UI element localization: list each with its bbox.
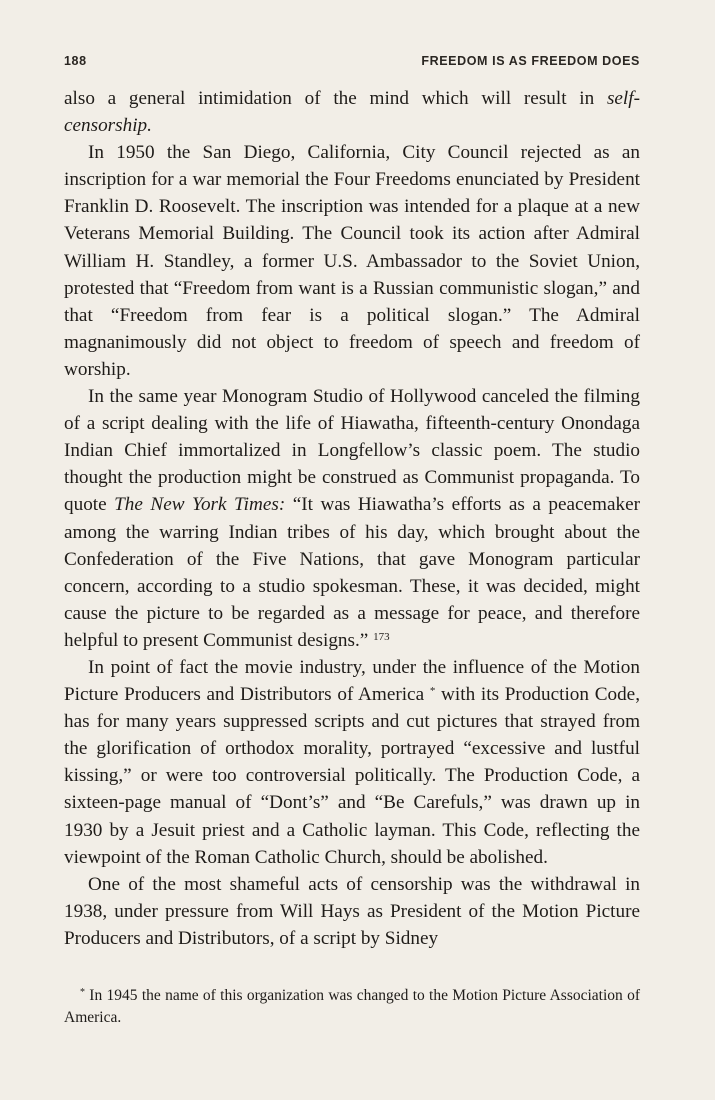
footnote-marker: * (429, 685, 436, 698)
paragraph-4 (64, 654, 640, 871)
page-header (64, 54, 640, 72)
footnote-mark: * (80, 987, 85, 998)
newspaper-title: The New York Times: (114, 494, 286, 516)
paragraph-2: In 1950 the San Diego, California, City Council rejected as an inscription for a war memorial the Four Freedoms enunciated by President Franklin D. Roosevelt. The inscription was intended for a plaque at a new Veterans Memorial Building. The Council took its action after Admiral William H. Standley, a former U.S. Ambassador to the Soviet Union, protested that “Freedom from want is a Russian communistic slogan,” and that “Freedom from fear is a political slogan.” The Admiral magnanimously did not object to freedom of speech and freedom of worship. (64, 142, 640, 380)
paragraph-3-text-b: “It was Hiawatha’s efforts as a peacemaker among the warring Indian tribes of his day, which brought about the Confederation of the Five Nations, that gave Monogram particular concern, according to a studio spokesman. These, it was decided, might cause the picture to be regarded as a message for peace, and therefore helpful to present Communist designs.” (64, 494, 640, 651)
paragraph-5: One of the most shameful acts of censorship was the withdrawal in 1938, under pressure from Will Hays as President of the Motion Picture Producers and Distributors, of a script by Sidney (64, 873, 640, 949)
footnote-text: In 1945 the name of this organization was changed to the Motion Picture Association of America. (64, 987, 640, 1026)
paragraph-1-italic: self-censorship. (64, 88, 640, 137)
footnote (64, 985, 640, 1029)
paragraph-1 (64, 85, 640, 139)
paragraph-3-text-a: In the same year Monogram Studio of Hollywood canceled the filming of a script dealing with the life of Hiawatha, fifteenth-century Onondaga Indian Chief immortalized in Longfellow’s classic poem. The studio thought the production might be construed as Communist propaganda. To quote (64, 386, 640, 516)
running-head: FREEDOM IS AS FREEDOM DOES (421, 54, 640, 68)
page-number: 188 (64, 54, 87, 68)
paragraph-1-text: also a general intimidation of the mind which will result in (64, 88, 607, 109)
paragraph-3 (64, 383, 640, 654)
body-text (64, 85, 640, 952)
paragraph-4-text-b: with its Production Code, has for many years suppressed scripts and cut pictures that strayed from the glorification of orthodox morality, portrayed “excessive and lustful kissing,” or were too controversial politically. The Production Code, a sixteen-page manual of “Dont’s” and “Be Carefuls,” was drawn up in 1930 by a Jesuit priest and a Catholic layman. This Code, reflecting the viewpoint of the Roman Catholic Church, should be abolished. (64, 684, 641, 868)
paragraph-4-text-a: In point of fact the movie industry, under the influence of the Motion Picture Producers and Distributors of America (64, 656, 640, 706)
citation-reference: 173 (373, 630, 390, 643)
